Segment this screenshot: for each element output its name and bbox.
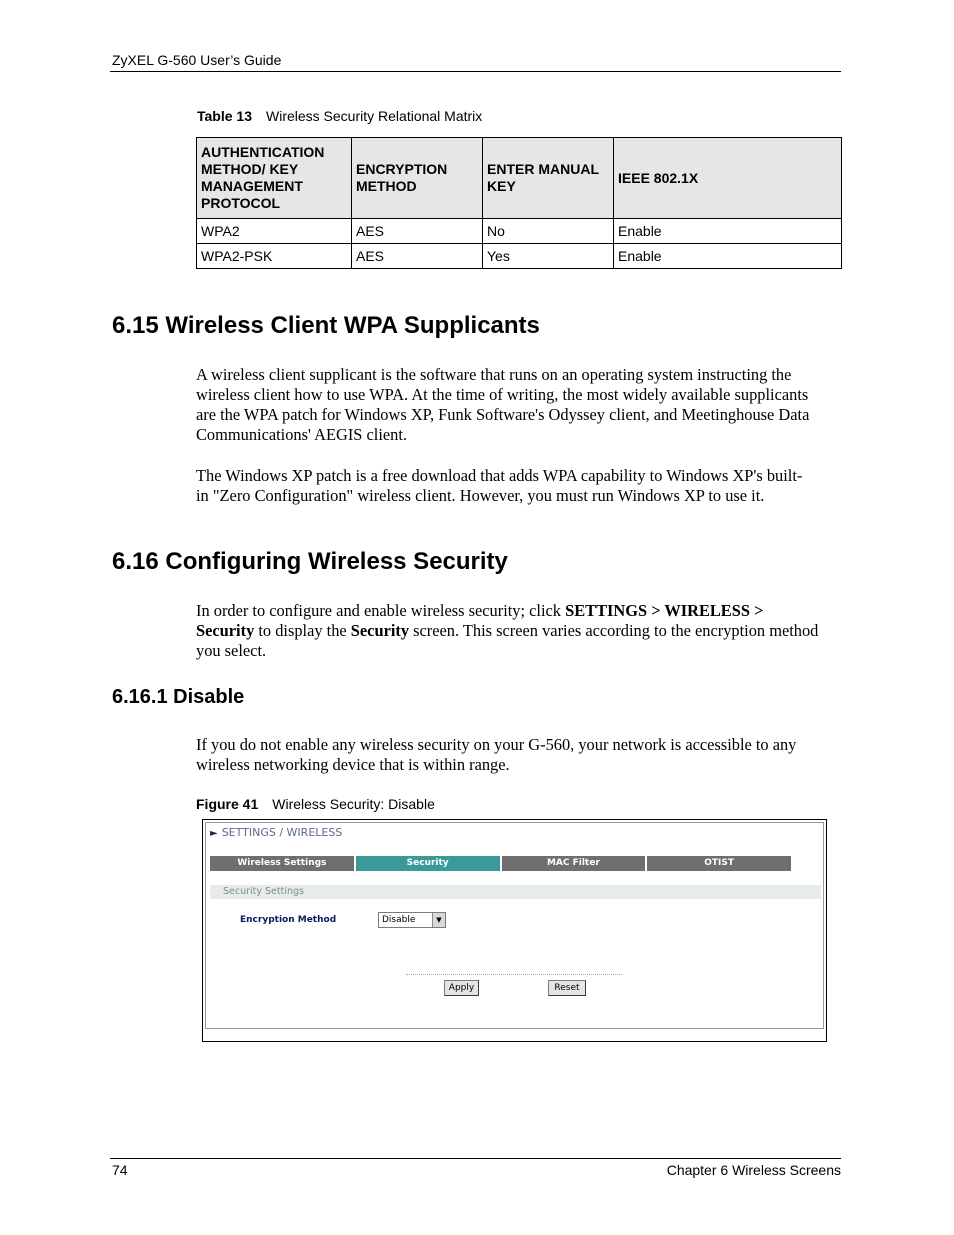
- paragraph-configure-security: In order to configure and enable wireless security; click SETTINGS > WIRELESS > Security to display the Security screen. This screen varies according to the encryption method you select.: [196, 601, 819, 660]
- divider: [406, 974, 622, 975]
- table-cell: No: [483, 219, 614, 244]
- header-ieee-8021x: IEEE 802.1X: [614, 138, 842, 219]
- table-row: [197, 219, 842, 244]
- table-caption: [197, 108, 482, 124]
- chapter-footer: Chapter 6 Wireless Screens: [666, 1162, 841, 1178]
- table-cell: Yes: [483, 244, 614, 269]
- paragraph-disable: If you do not enable any wireless security on your G-560, your network is accessible to any wireless networking device that is within range.: [196, 735, 797, 774]
- header-auth-method: AUTHENTICATION METHOD/ KEY MANAGEMENT PROTOCOL: [197, 138, 352, 219]
- table-cell: Enable: [614, 244, 842, 269]
- encryption-method-label: Encryption Method: [240, 915, 337, 925]
- breadcrumb: ► SETTINGS / WIRELESS: [210, 826, 343, 839]
- header-rule: [110, 71, 841, 72]
- tab-security[interactable]: Security: [356, 856, 502, 871]
- figure-caption-text: Wireless Security: Disable: [272, 796, 435, 812]
- paragraph-windows-xp-patch: The Windows XP patch is a free download that adds WPA capability to Windows XP's built- in "Zero Configuration" wireless client. However, you must run Windows XP to use it.: [196, 466, 803, 505]
- heading-6-16-1: 6.16.1 Disable: [112, 686, 245, 708]
- dropdown-arrow-icon[interactable]: ▼: [432, 913, 445, 927]
- figure-caption-label: Figure 41: [196, 796, 259, 812]
- footer-rule: [110, 1158, 841, 1159]
- header-encryption-method: ENCRYPTION METHOD: [352, 138, 483, 219]
- tab-wireless-settings[interactable]: Wireless Settings: [210, 856, 356, 871]
- table-cell: Enable: [614, 219, 842, 244]
- tab-otist[interactable]: OTIST: [647, 856, 793, 871]
- wireless-security-screenshot: [202, 819, 827, 1042]
- arrow-right-icon: ►: [210, 828, 218, 839]
- reset-button[interactable]: Reset: [548, 980, 586, 996]
- wireless-security-matrix-table: [196, 137, 842, 269]
- heading-6-15: 6.15 Wireless Client WPA Supplicants: [112, 312, 540, 339]
- tab-bar: [210, 856, 793, 871]
- table-caption-label: Table 13: [197, 108, 252, 124]
- table-cell: AES: [352, 244, 483, 269]
- encryption-method-value: Disable: [382, 915, 416, 925]
- table-row: [197, 244, 842, 269]
- page-number: 74: [112, 1162, 128, 1178]
- heading-6-16: 6.16 Configuring Wireless Security: [112, 548, 508, 575]
- paragraph-supplicant-intro: A wireless client supplicant is the software that runs on an operating system instructing the wireless client how to use WPA. At the time of writing, the most widely available supplicants are the WPA patch for Windows XP, Funk Software's Odyssey client, and Meetinghouse Data Communications' AEGIS client.: [196, 365, 810, 444]
- figure-caption: [196, 796, 435, 812]
- apply-button[interactable]: Apply: [444, 980, 479, 996]
- security-settings-title: Security Settings: [210, 885, 821, 899]
- header-enter-manual-key: ENTER MANUAL KEY: [483, 138, 614, 219]
- running-header: ZyXEL G-560 User’s Guide: [112, 52, 282, 68]
- table-caption-text: Wireless Security Relational Matrix: [266, 108, 483, 124]
- encryption-method-select[interactable]: [378, 912, 446, 928]
- tab-mac-filter[interactable]: MAC Filter: [502, 856, 648, 871]
- screenshot-frame: [205, 822, 824, 1029]
- table-cell: WPA2-PSK: [197, 244, 352, 269]
- table-cell: AES: [352, 219, 483, 244]
- table-cell: WPA2: [197, 219, 352, 244]
- table-header-row: [197, 138, 842, 219]
